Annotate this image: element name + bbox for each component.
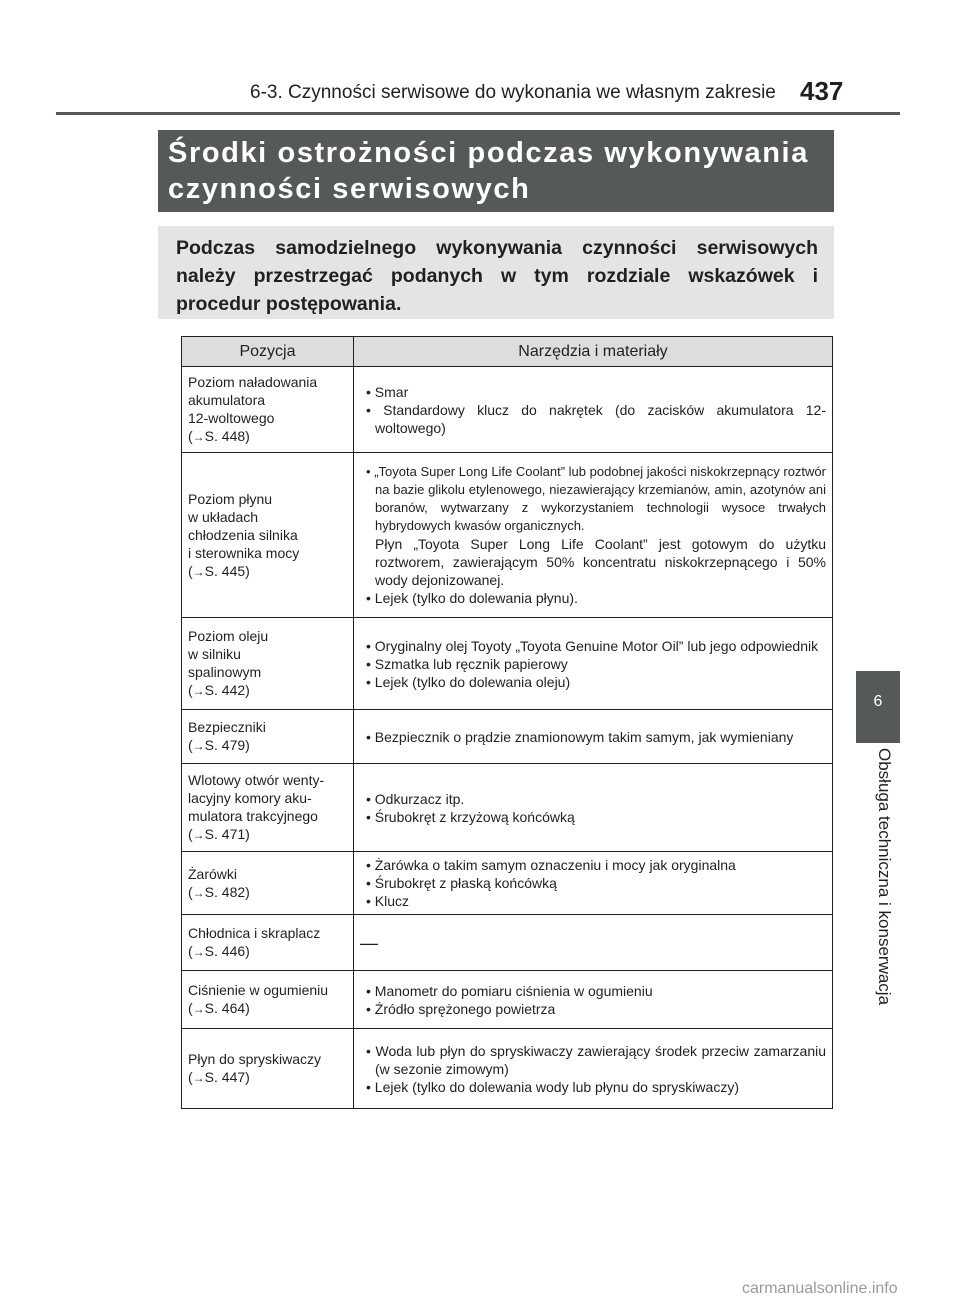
column-header-tools: Narzędzia i materiały: [354, 337, 833, 367]
page-reference-text: S. 445: [204, 562, 246, 579]
table-row: [182, 852, 833, 915]
position-text: i sterownika mocy: [188, 544, 300, 561]
position-cell: [182, 367, 354, 453]
table-row: [182, 915, 833, 971]
page-reference: (→S. 448): [188, 428, 250, 444]
position-cell: [182, 971, 354, 1029]
page-reference-text: S. 446: [204, 943, 246, 959]
position-cell: [182, 710, 354, 764]
position-cell: [182, 1029, 354, 1109]
list-item: • Oryginalny olej Toyoty „Toyota Genuine Motor Oil” lub jego odpowiednik: [366, 637, 819, 654]
page-reference: (→S. 446): [188, 943, 250, 959]
position-text: Poziom naładowania: [188, 374, 318, 390]
intro-note: Podczas samodzielnego wykonywania czynności serwisowych należy przestrzegać podanych w tym rozdziale wskazówek i procedur postępowania.: [158, 226, 834, 319]
chapter-tab: 6: [856, 671, 900, 743]
list-item: • Szmatka lub ręcznik papierowy: [366, 655, 568, 672]
section-title-line-2: czynności serwisowych: [168, 173, 531, 205]
list-item: • Lejek (tylko do dolewania oleju): [366, 673, 571, 690]
tools-cell: [354, 852, 833, 915]
column-header-position: Pozycja: [182, 337, 354, 367]
position-text: Ciśnienie w ogumieniu: [188, 982, 329, 998]
header-divider: [56, 112, 900, 115]
position-text: w silniku: [188, 646, 241, 662]
position-cell: [182, 764, 354, 852]
tools-cell: [354, 971, 833, 1029]
list-item-note: Płyn „Toyota Super Long Life Coolant” jest gotowym do użytku roztworem, zawierającym 50% koncentratu niskokrzepnącego i 50% wody dejonizowanej.: [375, 536, 826, 588]
section-title-line-1: Środki ostrożności podczas wykonywania: [168, 137, 809, 169]
list-item: • Źródło sprężonego powietrza: [366, 1000, 556, 1017]
tools-cell: [354, 710, 833, 764]
page-reference-text: S. 464: [204, 1000, 246, 1016]
section-title: [158, 130, 834, 212]
position-text: lacyjny komory aku-: [188, 790, 312, 806]
list-item: • Woda lub płyn do spryskiwaczy zawierający środek przeciw zamarzaniu (w sezonie zimowym): [366, 1042, 827, 1077]
page-reference-text: S. 448: [204, 428, 246, 444]
page-reference: (→S. 442): [188, 682, 250, 698]
page-reference-text: S. 479: [204, 737, 246, 753]
list-item: • Żarówka o takim samym oznaczeniu i mocy jak oryginalna: [366, 857, 736, 873]
list-item: • Lejek (tylko do dolewania płynu).: [366, 590, 578, 606]
page-reference-text: S. 471: [204, 826, 246, 842]
position-text: Chłodnica i skraplacz: [188, 925, 321, 941]
page-reference: (→S. 482): [188, 883, 250, 900]
list-item: • Manometr do pomiaru ciśnienia w ogumieniu: [366, 982, 653, 999]
arrow-right-icon: →: [192, 1071, 205, 1085]
list-item: • Smar: [366, 383, 409, 400]
list-item: • „Toyota Super Long Life Coolant” lub podobnej jakości niskokrzepnący roztwór na bazie glikolu etylenowego, niezawierający krzemianów, amin, azotynów ani boranów, wytwarzany z wykorzystaniem technologii wysoce trwałych hybrydowych kwasów organicznych.: [366, 464, 826, 533]
tools-cell: [354, 618, 833, 710]
position-text: 12-woltowego: [188, 410, 275, 426]
table-row: [182, 453, 833, 618]
page-reference-text: S. 482: [204, 883, 246, 900]
position-cell: [182, 618, 354, 710]
tools-cell: [354, 367, 833, 453]
list-item: • Standardowy klucz do nakrętek (do zacisków akumulatora 12-woltowego): [366, 401, 826, 436]
arrow-right-icon: →: [192, 885, 205, 900]
table-row: [182, 367, 833, 453]
arrow-right-icon: →: [192, 945, 205, 959]
tools-cell: [354, 1029, 833, 1109]
page-reference: (→S. 447): [188, 1069, 250, 1085]
position-text: chłodzenia silnika: [188, 526, 298, 543]
list-item: • Odkurzacz itp.: [366, 790, 465, 807]
position-text: Poziom oleju: [188, 628, 269, 644]
chapter-label: Obsługa techniczna i konserwacja: [875, 748, 894, 1006]
arrow-right-icon: →: [192, 1002, 205, 1016]
arrow-right-icon: →: [192, 684, 205, 698]
arrow-right-icon: →: [192, 564, 205, 579]
list-item: • Śrubokręt z płaską końcówką: [366, 875, 557, 891]
position-text: akumulatora: [188, 392, 266, 408]
page-reference: (→S. 479): [188, 737, 250, 753]
maintenance-table: [181, 336, 833, 1109]
list-item: • Bezpiecznik o prądzie znamionowym takim samym, jak wymieniany: [366, 728, 794, 745]
arrow-right-icon: →: [192, 828, 205, 842]
page-reference-text: S. 447: [204, 1069, 246, 1085]
position-text: mulatora trakcyjnego: [188, 808, 318, 824]
position-text: w układach: [188, 508, 259, 525]
table-row: [182, 710, 833, 764]
page-reference: (→S. 464): [188, 1000, 250, 1016]
list-item: • Lejek (tylko do dolewania wody lub płynu do spryskiwaczy): [366, 1078, 739, 1095]
page-reference-text: S. 442: [204, 682, 246, 698]
position-cell: [182, 852, 354, 915]
page-number: 437: [800, 76, 844, 106]
position-text: Bezpieczniki: [188, 719, 266, 735]
watermark: carmanualsonline.info: [742, 1280, 898, 1297]
tools-cell: [354, 453, 833, 618]
position-text: Płyn do spryskiwaczy: [188, 1051, 322, 1067]
position-cell: [182, 453, 354, 618]
position-cell: [182, 915, 354, 971]
table-header-row: [182, 337, 833, 367]
table-row: [182, 1029, 833, 1109]
arrow-right-icon: →: [192, 430, 205, 444]
tools-cell: [354, 764, 833, 852]
table-row: [182, 618, 833, 710]
page-reference: (→S. 445): [188, 562, 250, 579]
tools-cell-empty: —: [354, 915, 833, 971]
list-item: • Klucz: [366, 893, 410, 909]
page-reference: (→S. 471): [188, 826, 250, 842]
position-text: spalinowym: [188, 664, 262, 680]
position-text: Żarówki: [188, 865, 238, 882]
position-text: Poziom płynu: [188, 490, 273, 507]
list-item: • Śrubokręt z krzyżową końcówką: [366, 808, 575, 825]
arrow-right-icon: →: [192, 739, 205, 753]
table-row: [182, 764, 833, 852]
position-text: Wlotowy otwór wenty-: [188, 772, 325, 788]
table-row: [182, 971, 833, 1029]
header-section-title: 6-3. Czynności serwisowe do wykonania we własnym zakresie: [250, 82, 776, 103]
